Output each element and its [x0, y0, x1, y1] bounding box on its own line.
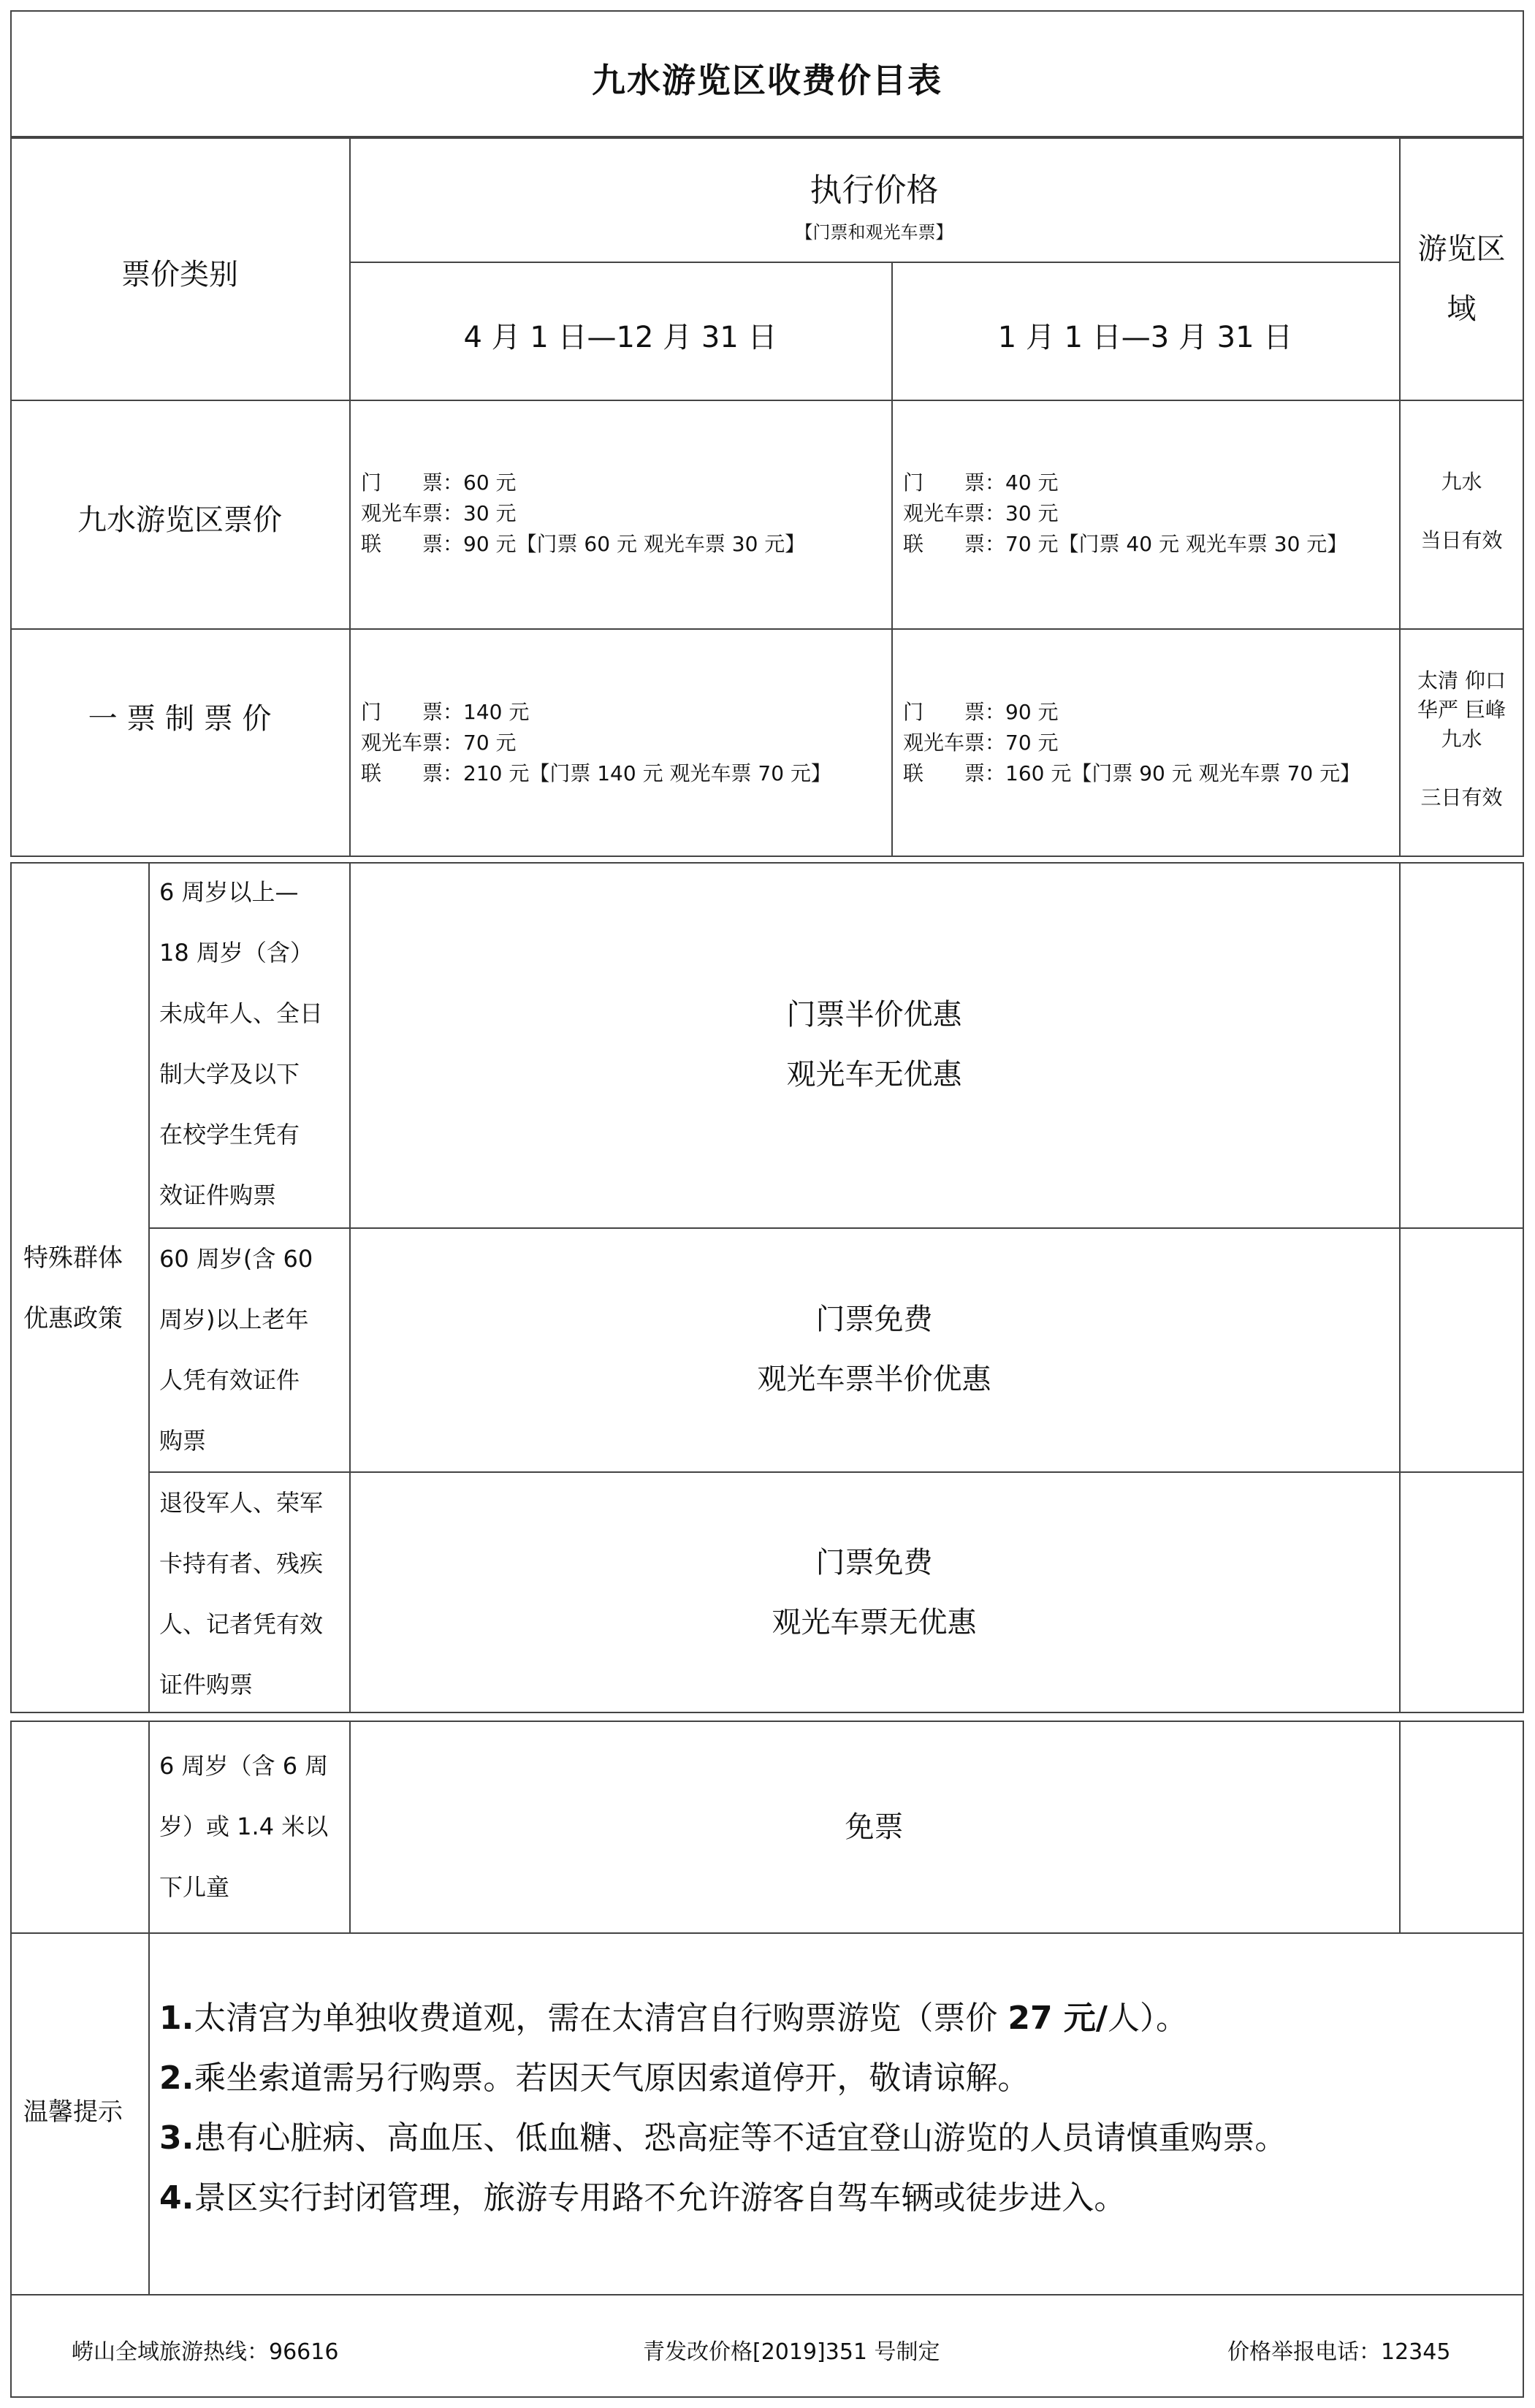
- condition-line: 6 周岁（含 6 周: [159, 1752, 329, 1780]
- tip-text: 患有心脏病、高血压、低血糖、恐高症等不适宜登山游览的人员请慎重购票。: [194, 2119, 1287, 2157]
- condition-line: 购票: [159, 1427, 207, 1455]
- tip-text: 人）。: [1107, 2000, 1188, 2037]
- divider: [148, 1721, 150, 2294]
- policy-cell: [349, 1289, 1399, 1409]
- condition-cell: [159, 1229, 313, 1471]
- policy-line: 门票免费: [815, 1303, 933, 1336]
- condition-line: 证件购票: [159, 1671, 254, 1699]
- bus-price: 30 元: [1005, 501, 1059, 525]
- tip-text-bold: 27 元/: [1008, 2000, 1108, 2037]
- exec-price-note: 【门票和观光车票】: [795, 222, 953, 243]
- bus-label: 观光车票：: [361, 501, 464, 525]
- condition-line: 效证件购票: [159, 1181, 277, 1209]
- divider: [1399, 1721, 1401, 1932]
- condition-line: 下儿童: [159, 1873, 230, 1901]
- price-cell: [361, 697, 831, 789]
- region-validity: 三日有效: [1420, 785, 1503, 809]
- divider: [1399, 862, 1401, 1713]
- condition-cell: [159, 862, 323, 1226]
- child-condition-cell: [159, 1736, 328, 1918]
- page-title: 九水游览区收费价目表: [592, 61, 942, 100]
- region-text: 九水: [1441, 470, 1482, 494]
- policy-line: 观光车无优惠: [786, 1058, 962, 1091]
- gate-price: 60 元: [463, 470, 517, 495]
- divider: [10, 628, 1524, 630]
- region-text: 九水: [1441, 727, 1482, 751]
- bus-price: 30 元: [463, 501, 517, 525]
- special-group-label-line: 特殊群体: [23, 1243, 123, 1273]
- combo-price: 210 元【门票 140 元 观光车票 70 元】: [463, 761, 831, 785]
- tip-item: [159, 2108, 1287, 2168]
- condition-line: 6 周岁以上—: [159, 878, 299, 906]
- combo-price: 90 元【门票 60 元 观光车票 30 元】: [463, 532, 806, 556]
- region-header: [1399, 219, 1524, 339]
- gate-label: 门 票：: [361, 470, 464, 495]
- category-header: 票价类别: [121, 258, 238, 292]
- region-header-text: 游览区域: [1417, 232, 1506, 326]
- tip-text: 景区实行封闭管理，旅游专用路不允许游客自驾车辆或徒步进入。: [194, 2179, 1127, 2217]
- policy-line: 观光车票半价优惠: [757, 1363, 991, 1396]
- condition-line: 在校学生凭有: [159, 1121, 300, 1148]
- region-text: 太清 仰口: [1417, 668, 1506, 693]
- tip-item: [159, 1989, 1287, 2049]
- gate-label: 门 票：: [361, 700, 464, 724]
- special-group-label: [23, 1228, 123, 1349]
- region-cell: [1399, 666, 1524, 812]
- bus-label: 观光车票：: [361, 731, 464, 755]
- divider: [148, 1227, 1524, 1229]
- bus-price: 70 元: [463, 731, 517, 755]
- tips-label: 温馨提示: [23, 2098, 123, 2127]
- tip-number: 2.: [159, 2060, 194, 2097]
- tip-number: 1.: [159, 2000, 194, 2037]
- divider: [10, 400, 1524, 401]
- policy-line: 门票半价优惠: [786, 998, 962, 1032]
- tips-list: [159, 1989, 1287, 2228]
- exec-price-header: 执行价格: [810, 172, 939, 209]
- condition-line: 制大学及以下: [159, 1060, 300, 1088]
- combo-label: 联 票：: [903, 761, 1006, 785]
- tip-item: [159, 2049, 1287, 2108]
- condition-line: 退役军人、荣军: [159, 1489, 324, 1517]
- footer-hotline: 崂山全域旅游热线：96616: [72, 2339, 339, 2365]
- divider: [148, 862, 150, 1713]
- condition-line: 未成年人、全日: [159, 999, 324, 1027]
- policy-line: 门票免费: [815, 1546, 933, 1580]
- condition-line: 周岁)以上老年: [159, 1306, 309, 1333]
- row-category: 九水游览区票价: [77, 503, 282, 537]
- bus-label: 观光车票：: [903, 501, 1006, 525]
- child-policy: 免票: [845, 1810, 904, 1844]
- combo-label: 联 票：: [903, 532, 1006, 556]
- condition-line: 60 周岁(含 60: [159, 1245, 313, 1273]
- tip-number: 3.: [159, 2119, 194, 2157]
- combo-label: 联 票：: [361, 532, 464, 556]
- divider: [349, 262, 1399, 263]
- period-1-header: 4 月 1 日—12 月 31 日: [463, 321, 777, 354]
- region-text: 华严 巨峰: [1417, 698, 1506, 722]
- gate-label: 门 票：: [903, 700, 1006, 724]
- combo-price: 160 元【门票 90 元 观光车票 70 元】: [1005, 761, 1361, 785]
- bus-price: 70 元: [1005, 731, 1059, 755]
- condition-line: 卡持有者、残疾: [159, 1550, 324, 1577]
- region-validity: 当日有效: [1420, 528, 1503, 552]
- period-2-header: 1 月 1 日—3 月 31 日: [997, 321, 1293, 354]
- gate-price: 90 元: [1005, 700, 1059, 724]
- footer-report: 价格举报电话：12345: [1227, 2339, 1451, 2365]
- bus-label: 观光车票：: [903, 731, 1006, 755]
- condition-line: 18 周岁（含）: [159, 939, 313, 967]
- condition-cell: [159, 1473, 323, 1715]
- divider: [10, 2294, 1524, 2295]
- tip-number: 4.: [159, 2179, 194, 2217]
- price-cell: [903, 468, 1347, 560]
- gate-label: 门 票：: [903, 470, 1006, 495]
- price-cell: [903, 697, 1360, 789]
- region-cell: [1399, 468, 1524, 555]
- divider: [10, 1932, 1524, 1934]
- gate-price: 40 元: [1005, 470, 1059, 495]
- condition-line: 人、记者凭有效: [159, 1610, 324, 1638]
- tip-item: [159, 2168, 1287, 2228]
- divider: [349, 137, 351, 857]
- divider: [148, 1471, 1524, 1473]
- special-group-label-line: 优惠政策: [23, 1304, 123, 1333]
- policy-cell: [349, 985, 1399, 1105]
- policy-cell: [349, 1533, 1399, 1653]
- gate-price: 140 元: [463, 700, 530, 724]
- combo-label: 联 票：: [361, 761, 464, 785]
- condition-line: 岁）或 1.4 米以: [159, 1813, 329, 1840]
- tip-text: 太清宫为单独收费道观，需在太清宫自行购票游览（票价: [194, 2000, 1008, 2037]
- combo-price: 70 元【门票 40 元 观光车票 30 元】: [1005, 532, 1348, 556]
- price-cell: [361, 468, 805, 560]
- tip-text: 乘坐索道需另行购票。若因天气原因索道停开，敬请谅解。: [194, 2060, 1030, 2097]
- footer-decree: 青发改价格[2019]351 号制定: [643, 2339, 940, 2365]
- policy-line: 观光车票无优惠: [772, 1606, 977, 1639]
- condition-line: 人凭有效证件: [159, 1366, 300, 1394]
- row-category: 一 票 制 票 价: [88, 702, 272, 736]
